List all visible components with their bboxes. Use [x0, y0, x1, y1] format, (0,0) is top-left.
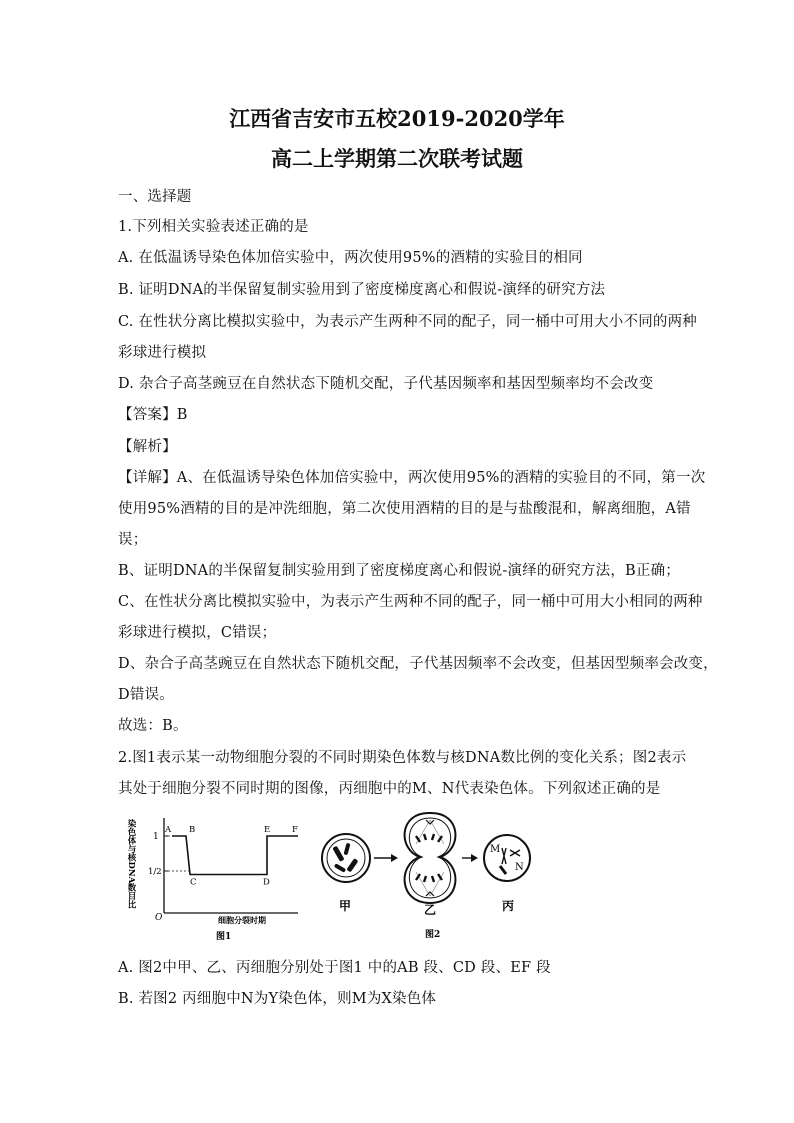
point-label: E	[264, 825, 271, 835]
y-axis-label: 染色体与核DNA数目比	[126, 819, 136, 909]
q1-analysis-line: D错误。	[118, 687, 174, 703]
chromosome-n-label: N	[515, 862, 524, 873]
cell-label-bing: 丙	[502, 899, 515, 913]
q1-option-d: D. 杂合子高茎豌豆在自然状态下随机交配，子代基因频率和基因型频率均不会改变	[118, 376, 654, 392]
x-axis-label: 细胞分裂时期	[218, 915, 266, 925]
y-tick-half: 1/2	[148, 867, 162, 877]
q2-option-b: B. 若图2 丙细胞中N为Y染色体，则M为X染色体	[118, 991, 437, 1007]
cell-yi	[405, 813, 456, 903]
q1-option-c-cont: 彩球进行模拟	[118, 345, 207, 361]
point-label: A	[165, 825, 172, 835]
q1-analysis-line: 误；	[118, 532, 148, 548]
q1-analysis-line: 使用95%酒精的目的是冲洗细胞，第二次使用酒精的目的是与盐酸混和，解离细胞，A错	[118, 501, 691, 517]
q1-analysis-line: 【详解】A、在低温诱导染色体加倍实验中，两次使用95%的酒精的实验目的不同，第一次	[118, 470, 706, 486]
section-heading: 一、选择题	[118, 189, 192, 205]
q1-analysis-line: D、杂合子高茎豌豆在自然状态下随机交配，子代基因频率不会改变，但基因型频率会改变，	[118, 656, 718, 672]
q2-stem-line-2: 其处于细胞分裂不同时期的图像，丙细胞中的M、N代表染色体。下列叙述正确的是	[118, 781, 661, 797]
q1-option-c: C. 在性状分离比模拟实验中，为表示产生两种不同的配子，同一桶中可用大小不同的两种	[118, 314, 697, 330]
figure-1-caption: 图1	[216, 932, 232, 942]
origin-label: O	[155, 913, 163, 923]
point-label: B	[189, 825, 196, 835]
point-label: F	[292, 825, 298, 835]
q1-analysis-line: 故选：B。	[118, 718, 188, 734]
q1-analysis-line: 彩球进行模拟，C错误；	[118, 625, 277, 641]
chromosome-m-label: M	[490, 844, 501, 855]
q1-analysis-heading: 【解析】	[118, 439, 177, 455]
figure-2-diagram	[312, 810, 572, 945]
cell-label-yi: 乙	[424, 903, 437, 917]
data-line	[172, 836, 298, 875]
q1-analysis-line: C、在性状分离比模拟实验中，为表示产生两种不同的配子，同一桶中可用大小相同的两种	[118, 594, 703, 610]
cell-jia	[322, 834, 370, 882]
figure-1-chart	[122, 810, 300, 945]
q1-analysis-line: B、证明DNA的半保留复制实验用到了密度梯度离心和假说-演绎的研究方法，B正确；	[118, 563, 680, 579]
point-label: C	[190, 877, 197, 888]
q1-stem: 1.下列相关实验表述正确的是	[118, 219, 309, 235]
y-tick-1: 1	[153, 832, 159, 842]
q1-option-a: A. 在低温诱导染色体加倍实验中，两次使用95%的酒精的实验目的相同	[118, 250, 583, 266]
cell-bing	[484, 835, 530, 881]
q2-option-a: A. 图2中甲、乙、丙细胞分别处于图1 中的AB 段、CD 段、EF 段	[118, 960, 551, 976]
figure-2-caption: 图2	[425, 930, 441, 940]
title-line-1: 江西省吉安市五校2019-2020学年	[229, 106, 565, 131]
cell-label-jia: 甲	[339, 899, 352, 913]
title-line-2: 高二上学期第二次联考试题	[271, 146, 523, 171]
q2-stem-line-1: 2.图1表示某一动物细胞分裂的不同时期染色体数与核DNA数比例的变化关系；图2表示	[118, 750, 687, 766]
q1-answer: 【答案】B	[118, 407, 188, 423]
q1-option-b: B. 证明DNA的半保留复制实验用到了密度梯度离心和假说-演绎的研究方法	[118, 282, 606, 298]
point-label: D	[263, 877, 270, 888]
